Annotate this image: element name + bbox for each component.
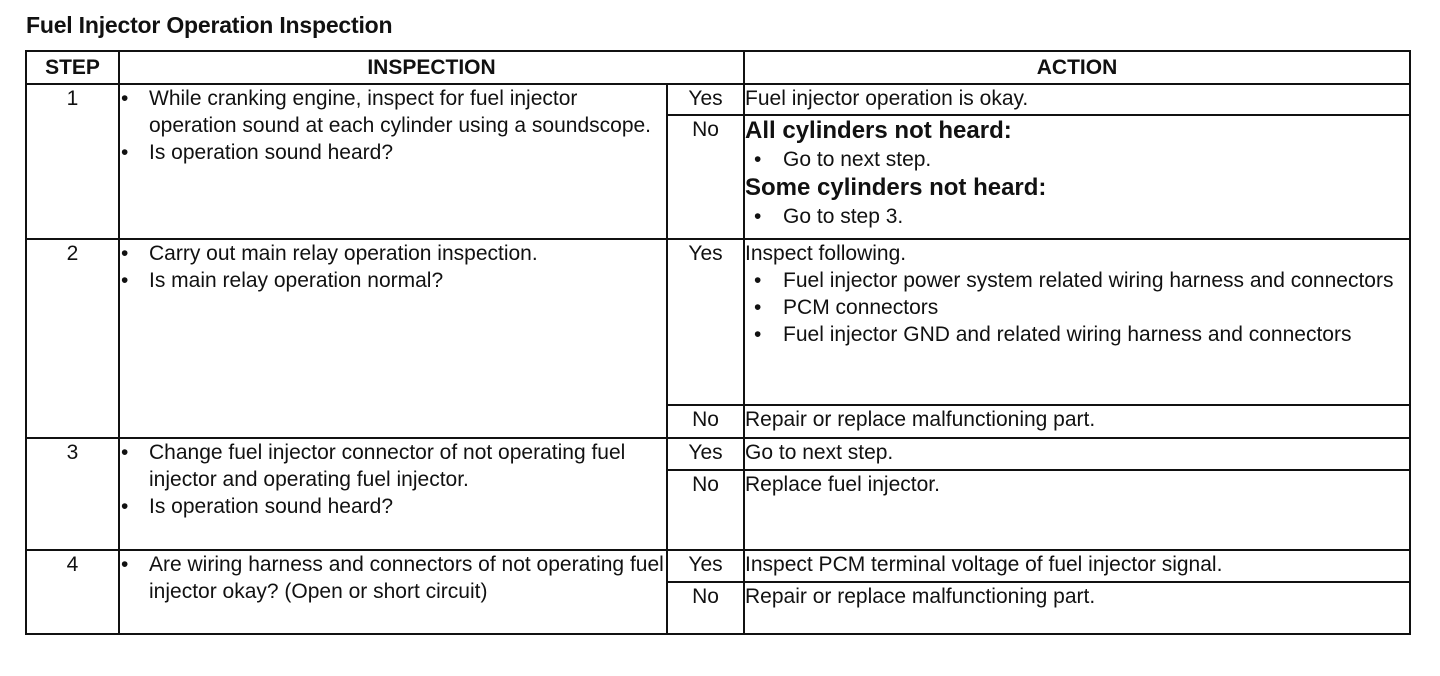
yes-label: Yes — [667, 550, 744, 582]
table-header-row — [26, 51, 1410, 84]
action-item: • PCM connectors — [753, 294, 1409, 321]
action-item: • Go to step 3. — [753, 203, 1409, 230]
table-row — [26, 438, 1410, 470]
yes-label: Yes — [667, 438, 744, 470]
inspection-item: • Is operation sound heard? — [120, 493, 666, 520]
header-action: ACTION — [744, 51, 1410, 84]
header-inspection: INSPECTION — [119, 51, 744, 84]
yes-action: Inspect PCM terminal voltage of fuel injector signal. — [744, 550, 1410, 582]
action-item: • Go to next step. — [753, 146, 1409, 173]
inspection-item: • While cranking engine, inspect for fuel injector operation sound at each cylinder using a soundscope. — [120, 85, 666, 139]
step-number: 1 — [26, 84, 119, 239]
no-label: No — [667, 405, 744, 438]
yes-action: Go to next step. — [744, 438, 1410, 470]
table-row — [26, 550, 1410, 582]
inspection-item: • Change fuel injector connector of not operating fuel injector and operating fuel injector. — [120, 439, 666, 493]
inspection-cell — [119, 438, 667, 550]
inspection-table — [25, 50, 1411, 635]
inspection-item: • Is main relay operation normal? — [120, 267, 666, 294]
inspection-cell — [119, 550, 667, 634]
yes-label: Yes — [667, 84, 744, 115]
action-subheading: All cylinders not heard: — [745, 117, 1012, 144]
step-number: 3 — [26, 438, 119, 550]
page-title: Fuel Injector Operation Inspection — [26, 12, 393, 38]
no-label: No — [667, 470, 744, 550]
header-step: STEP — [26, 51, 119, 84]
no-label: No — [667, 115, 744, 239]
inspection-item: • Carry out main relay operation inspection. — [120, 240, 666, 267]
no-action: Repair or replace malfunctioning part. — [744, 582, 1410, 634]
no-label: No — [667, 582, 744, 634]
action-item: • Fuel injector power system related wiring harness and connectors — [753, 267, 1409, 294]
no-action — [744, 115, 1410, 239]
inspection-cell — [119, 239, 667, 438]
step-number: 2 — [26, 239, 119, 438]
table-row — [26, 84, 1410, 115]
action-item: • Fuel injector GND and related wiring harness and connectors — [753, 321, 1409, 348]
inspection-item: • Is operation sound heard? — [120, 139, 666, 166]
no-action: Repair or replace malfunctioning part. — [744, 405, 1410, 438]
yes-action — [744, 239, 1410, 405]
action-intro: Inspect following. — [745, 242, 907, 265]
no-action: Replace fuel injector. — [744, 470, 1410, 550]
table-row — [26, 239, 1410, 405]
inspection-item: • Are wiring harness and connectors of not operating fuel injector okay? (Open or short circuit) — [120, 551, 666, 605]
yes-label: Yes — [667, 239, 744, 405]
inspection-cell — [119, 84, 667, 239]
step-number: 4 — [26, 550, 119, 634]
action-subheading: Some cylinders not heard: — [745, 174, 1047, 201]
yes-action: Fuel injector operation is okay. — [744, 84, 1410, 115]
